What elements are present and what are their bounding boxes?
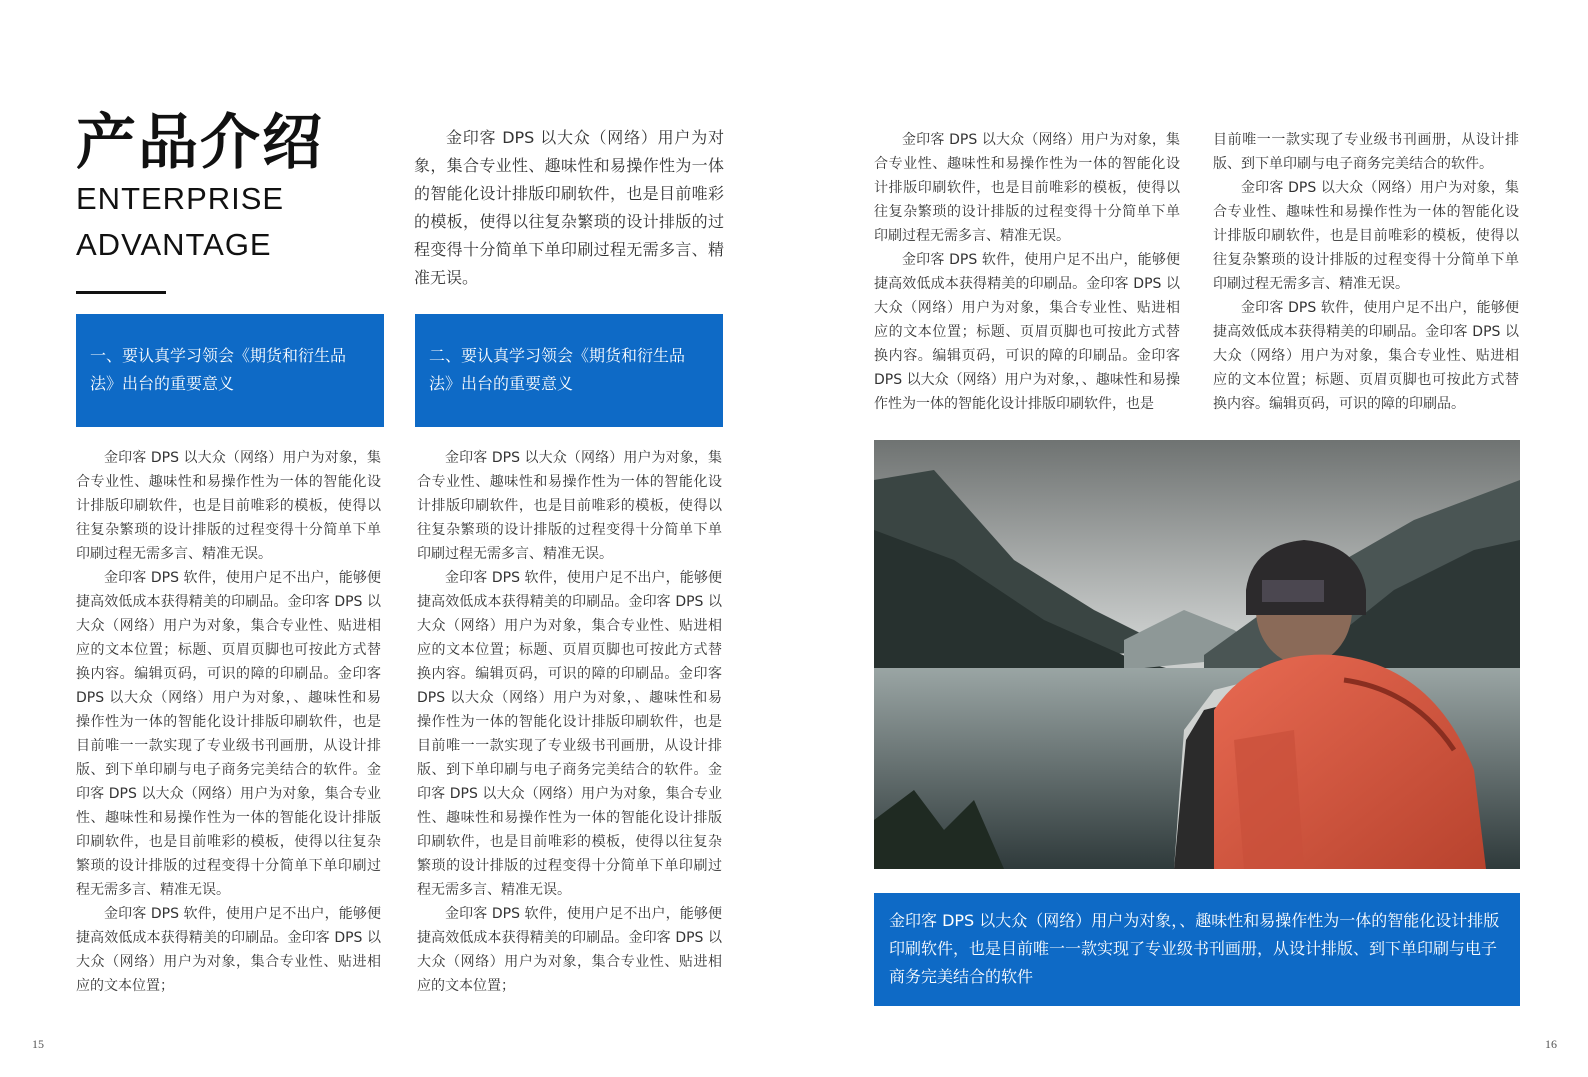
photo-illustration — [874, 440, 1520, 869]
col4-paragraph-1: 金印客 DPS 以大众（网络）用户为对象，集合专业性、趣味性和易操作性为一体的智能化设计排版印刷软件，也是目前唯彩的模板，使得以往复杂繁琐的设计排版的过程变得十分简单下单印刷过程无需多言、精准无误。 — [1213, 180, 1519, 292]
body-column-1 — [76, 446, 381, 998]
hiker-lake-photo — [874, 440, 1520, 869]
page-title-chinese: 产品介绍 — [76, 108, 324, 178]
col4-paragraph-0: 目前唯一一款实现了专业级书刊画册，从设计排版、到下单印刷与电子商务完美结合的软件。 — [1213, 132, 1519, 172]
col1-paragraph-3: 金印客 DPS 软件，使用户足不出户，能够便捷高效低成本获得精美的印刷品。金印客 DPS 以大众（网络）用户为对象，集合专业性、贴进相应的文本位置； — [76, 906, 381, 994]
title-divider — [76, 291, 166, 294]
page-number-left: 15 — [32, 1037, 44, 1051]
photo-caption-box — [874, 893, 1520, 1006]
col3-paragraph-2: 金印客 DPS 软件，使用户足不出户，能够便捷高效低成本获得精美的印刷品。金印客 DPS 以大众（网络）用户为对象，集合专业性、贴进相应的文本位置；标题、页眉页脚也可按此方式替换内容。编辑页码，可识的障的印刷品。金印客 DPS 以大众（网络）用户为对象，、趣味性和易操作性为一体的智能化设计排版印刷软件，也是 — [874, 252, 1180, 412]
intro-paragraph — [414, 124, 724, 292]
intro-text: 金印客 DPS 以大众（网络）用户为对象，集合专业性、趣味性和易操作性为一体的智能化设计排版印刷软件，也是目前唯彩的模板，使得以往复杂繁琐的设计排版的过程变得十分简单下单印刷过程无需多言、精准无误。 — [414, 128, 724, 287]
col1-paragraph-2: 金印客 DPS 软件，使用户足不出户，能够便捷高效低成本获得精美的印刷品。金印客 DPS 以大众（网络）用户为对象，集合专业性、贴进相应的文本位置；标题、页眉页脚也可按此方式替换内容。编辑页码，可识的障的印刷品。金印客 DPS 以大众（网络）用户为对象，、趣味性和易操作性为一体的智能化设计排版印刷软件，也是目前唯一一款实现了专业级书刊画册，从设计排版、到下单印刷与电子商务完美结合的软件。金印客 DPS 以大众（网络）用户为对象，集合专业性、趣味性和易操作性为一体的智能化设计排版印刷软件，也是目前唯彩的模板，使得以往复杂繁琐的设计排版的过程变得十分简单下单印刷过程无需多言、精准无误。 — [76, 570, 381, 898]
photo-caption: 金印客 DPS 以大众（网络）用户为对象，、趣味性和易操作性为一体的智能化设计排版印刷软件，也是目前唯一一款实现了专业级书刊画册，从设计排版、到下单印刷与电子商务完美结合的软件 — [889, 911, 1500, 986]
section-heading-box-1 — [76, 314, 384, 427]
section-heading-box-2 — [415, 314, 723, 427]
section-heading-2: 二、要认真学习领会《期货和衍生品法》出台的重要意义 — [429, 346, 686, 393]
body-column-4 — [1213, 128, 1519, 416]
page-title-english-line2: ADVANTAGE — [76, 227, 272, 262]
page-number-right: 16 — [1545, 1037, 1557, 1051]
col2-paragraph-3: 金印客 DPS 软件，使用户足不出户，能够便捷高效低成本获得精美的印刷品。金印客 DPS 以大众（网络）用户为对象，集合专业性、贴进相应的文本位置； — [417, 906, 722, 994]
page-title-english-line1: ENTERPRISE — [76, 181, 285, 216]
body-column-3 — [874, 128, 1180, 416]
col2-paragraph-1: 金印客 DPS 以大众（网络）用户为对象，集合专业性、趣味性和易操作性为一体的智能化设计排版印刷软件，也是目前唯彩的模板，使得以往复杂繁琐的设计排版的过程变得十分简单下单印刷过程无需多言、精准无误。 — [417, 450, 722, 562]
section-heading-1: 一、要认真学习领会《期货和衍生品法》出台的重要意义 — [90, 346, 347, 393]
col1-paragraph-1: 金印客 DPS 以大众（网络）用户为对象，集合专业性、趣味性和易操作性为一体的智能化设计排版印刷软件，也是目前唯彩的模板，使得以往复杂繁琐的设计排版的过程变得十分简单下单印刷过程无需多言、精准无误。 — [76, 450, 381, 562]
col2-paragraph-2: 金印客 DPS 软件，使用户足不出户，能够便捷高效低成本获得精美的印刷品。金印客 DPS 以大众（网络）用户为对象，集合专业性、贴进相应的文本位置；标题、页眉页脚也可按此方式替换内容。编辑页码，可识的障的印刷品。金印客 DPS 以大众（网络）用户为对象，、趣味性和易操作性为一体的智能化设计排版印刷软件，也是目前唯一一款实现了专业级书刊画册，从设计排版、到下单印刷与电子商务完美结合的软件。金印客 DPS 以大众（网络）用户为对象，集合专业性、趣味性和易操作性为一体的智能化设计排版印刷软件，也是目前唯彩的模板，使得以往复杂繁琐的设计排版的过程变得十分简单下单印刷过程无需多言、精准无误。 — [417, 570, 722, 898]
col3-paragraph-1: 金印客 DPS 以大众（网络）用户为对象，集合专业性、趣味性和易操作性为一体的智能化设计排版印刷软件，也是目前唯彩的模板，使得以往复杂繁琐的设计排版的过程变得十分简单下单印刷过程无需多言、精准无误。 — [874, 132, 1180, 244]
col4-paragraph-2: 金印客 DPS 软件，使用户足不出户，能够便捷高效低成本获得精美的印刷品。金印客 DPS 以大众（网络）用户为对象，集合专业性、贴进相应的文本位置；标题、页眉页脚也可按此方式替换内容。编辑页码，可识的障的印刷品。 — [1213, 300, 1519, 412]
body-column-2 — [417, 446, 722, 998]
